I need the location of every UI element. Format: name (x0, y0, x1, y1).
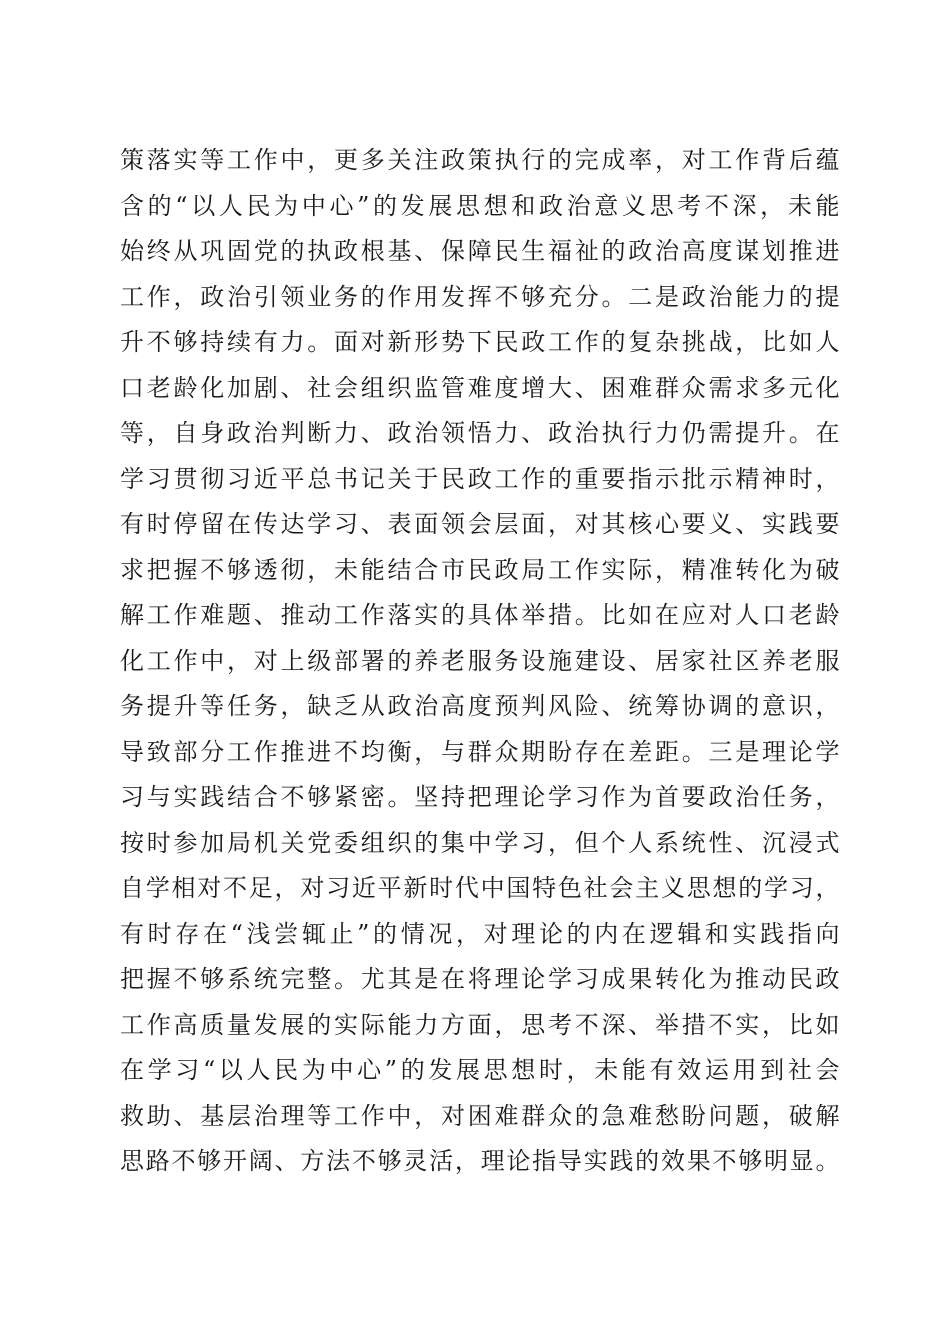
text-line: 工作，政治引领业务的作用发挥不够充分。二是政治能力的提 (120, 282, 840, 311)
text-line: 升不够持续有力。面对新形势下民政工作的复杂挑战，比如人 (120, 328, 840, 356)
text-line: 思路不够开阔、方法不够灵活，理论指导实践的效果不够明显。 (120, 1147, 840, 1175)
text-line: 把握不够系统完整。尤其是在将理论学习成果转化为推动民政 (120, 965, 840, 993)
text-line: 自学相对不足，对习近平新时代中国特色社会主义思想的学习， (120, 874, 840, 902)
text-line: 口老龄化加剧、社会组织监管难度增大、困难群众需求多元化 (120, 373, 840, 402)
text-line: 始终从巩固党的执政根基、保障民生福祉的政治高度谋划推进 (120, 237, 840, 265)
text-line: 救助、基层治理等工作中，对困难群众的急难愁盼问题，破解 (120, 1101, 840, 1130)
text-line: 解工作难题、推动工作落实的具体举措。比如在应对人口老龄 (120, 601, 840, 629)
text-line: 有时存在“浅尝辄止”的情况，对理论的内在逻辑和实践指向 (120, 919, 840, 948)
text-line: 导致部分工作推进不均衡，与群众期盼存在差距。三是理论学 (120, 737, 840, 766)
text-line: 务提升等任务，缺乏从政治高度预判风险、统筹协调的意识， (120, 692, 840, 720)
text-line: 学习贯彻习近平总书记关于民政工作的重要指示批示精神时， (120, 464, 840, 493)
text-line: 求把握不够透彻，未能结合市民政局工作实际，精准转化为破 (120, 555, 840, 584)
text-line: 工作高质量发展的实际能力方面，思考不深、举措不实，比如 (120, 1010, 840, 1039)
text-line: 等，自身政治判断力、政治领悟力、政治执行力仍需提升。在 (120, 419, 840, 447)
text-line: 在学习“以人民为中心”的发展思想时，未能有效运用到社会 (120, 1056, 840, 1084)
text-line: 含的“以人民为中心”的发展思想和政治意义思考不深，未能 (120, 191, 840, 220)
text-line: 按时参加局机关党委组织的集中学习，但个人系统性、沉浸式 (120, 828, 840, 857)
text-line: 有时停留在传达学习、表面领会层面，对其核心要义、实践要 (120, 510, 840, 538)
text-line: 策落实等工作中，更多关注政策执行的完成率，对工作背后蕴 (120, 146, 840, 174)
text-line: 习与实践结合不够紧密。坚持把理论学习作为首要政治任务， (120, 783, 840, 811)
text-line: 化工作中，对上级部署的养老服务设施建设、居家社区养老服 (120, 646, 840, 675)
body-paragraph (120, 138, 840, 1185)
